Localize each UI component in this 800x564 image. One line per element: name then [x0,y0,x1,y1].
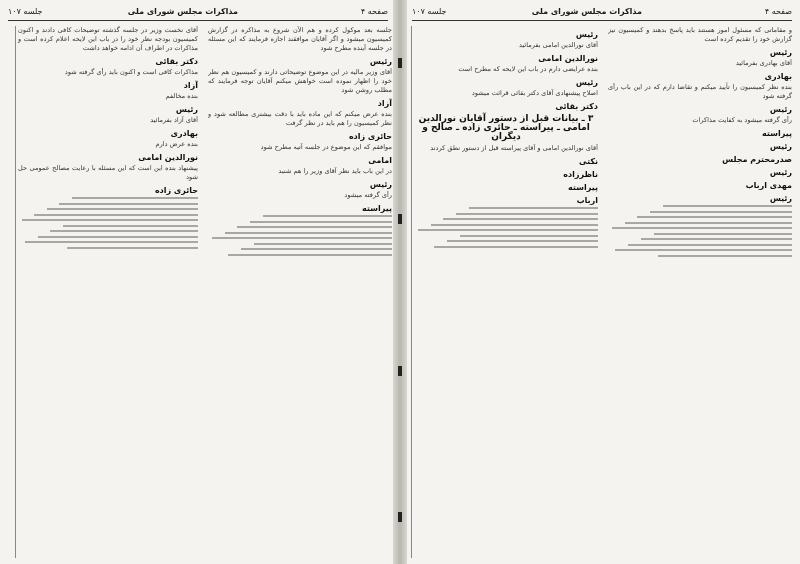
text-line [25,241,198,243]
text-line [615,249,792,251]
text-line [663,205,792,207]
speaker-name: رئیس [575,30,598,39]
right-page-header [412,4,792,21]
text-line [225,232,392,234]
text-line [654,233,792,235]
paragraph: آقای نورالدین امامی و آقای پیراسته قبل از دستور نطق کردند [430,144,598,152]
paragraph: مذاکرات کافی است و اکنون باید رأی گرفته شود [64,68,198,76]
paragraph: رأی گرفته میشود [344,191,392,199]
paragraph: آقای بهادری بفرمائید [735,59,792,67]
paragraph: اصلاح پیشنهادی آقای دکتر بقائی قرائت میشود [471,89,598,97]
speaker-name: بهادری [170,129,198,138]
text-line [67,247,198,249]
text-line [263,215,392,217]
text-line [641,238,792,240]
right-page-column-left [411,26,598,558]
text-line [456,213,598,215]
right-page-column-right [608,26,792,558]
text-line [34,214,198,216]
left-page-column-right [208,26,392,558]
paragraph: بنده عرض میکنم که این ماده باید با دقت بیشتری مطالعه شود و نظر کمیسیون را هم باید در نظر گرفت [208,110,392,127]
speaker-name: رئیس [575,78,598,87]
illegible-text-lines [208,215,392,256]
speaker-name: آزاد [377,99,392,108]
text-line [63,225,198,227]
paragraph: بنده عرض دارم [155,140,198,148]
text-line [628,244,792,246]
paragraph: آقای وزیر مالیه در این موضوع توضیحاتی دارند و کمیسیون هم نظر خود را اظهار نموده است خواهش میکنم آقایان توجه فرمایند که مطلب روشن شود [208,68,392,94]
binding-stitch [398,512,402,522]
speaker-name: نکتی [578,157,598,166]
right-page [400,0,800,564]
paragraph: آقای نخست وزیر در جلسه گذشته توضیحات کافی دادند و اکنون کمیسیون بودجه نظر خود را در باب این لایحه اعلام کرده است و مذاکرات در اطراف آن ادامه خواهد داشت [18,26,198,52]
text-line [212,237,392,239]
speaker-name: امامی [368,156,392,165]
paragraph: آقای نورالدین امامی بفرمائید [518,41,598,49]
text-line [447,240,598,242]
speaker-name: رئیس [369,57,392,66]
binding-stitch [398,366,402,376]
paragraph: آقای آزاد بفرمائید [150,116,198,124]
speaker-name: دکتر بقائی [155,57,198,66]
text-line [443,218,598,220]
left-journal-title: مذاکرات مجلس شورای ملی [127,7,238,16]
illegible-text-lines [18,197,198,249]
right-session-label: جلسه ۱۰۷ [412,7,447,16]
text-line [237,226,392,228]
text-line [460,235,598,237]
text-line [431,224,598,226]
illegible-text-lines [414,207,598,248]
speaker-name: پیراسته [568,183,598,192]
speaker-name: ارباب [576,196,598,205]
text-line [658,255,792,257]
text-line [59,203,198,205]
text-line [418,229,598,231]
speaker-name: رئیس [369,180,392,189]
right-page-number: صفحه ۴ [764,7,792,16]
paragraph: در این باب باید نظر آقای وزیر را هم شنید [278,167,392,175]
paragraph: رأی گرفته میشود به کفایت مذاکرات [692,116,792,124]
speaker-name: رئیس [769,142,792,151]
right-journal-title: مذاکرات مجلس شورای ملی [531,7,642,16]
section-title: ۳ ـ بیانات قبل از دستور آقایان نورالدین امامی ـ پیراسته ـ حائری زاده ـ صالح و دیگران [418,114,594,142]
text-line [228,254,392,256]
speaker-name: آزاد [183,81,198,90]
text-line [250,221,392,223]
binding-stitch [398,58,402,68]
speaker-name: دکتر بقائی [555,102,598,111]
paragraph: بنده عرایضی دارم در باب این لایحه که مطرح است [458,65,598,73]
paragraph: پیشنهاد بنده این است که این مسئله با رعایت مصالح عمومی حل شود [18,164,198,181]
paragraph: موافقم که این موضوع در جلسه آتیه مطرح شود [260,143,392,151]
speaker-name: نورالدین امامی [538,54,598,63]
speaker-name: رئیس [175,105,198,114]
left-page-column-left [15,26,198,558]
left-page-number: صفحه ۴ [360,7,388,16]
left-page-header [8,4,388,21]
speaker-name: مهدی ارباب [745,181,792,190]
speaker-name: ناظرزاده [563,170,598,179]
book-gutter [393,0,407,564]
text-line [612,227,792,229]
speaker-name: رئیس [769,194,792,203]
binding-stitch [398,214,402,224]
illegible-text-lines [608,205,792,257]
text-line [469,207,598,209]
text-line [72,197,198,199]
speaker-name: رئیس [769,105,792,114]
speaker-name: رئیس [769,48,792,57]
speaker-name: حائری زاده [154,186,198,195]
text-line [38,236,198,238]
paragraph: جلسه بعد موکول کرده و هم الآن شروع به مذاکره در گزارش کمیسیون میشود و اگر آقایان موافقند اجازه فرمایند که این مسئله در جلسه آینده مطرح شود [208,26,392,52]
paragraph: بنده نظر کمیسیون را تأیید میکنم و تقاضا دارم که در این باب رأی گرفته شود [608,83,792,100]
speaker-name: حائری زاده [348,132,392,141]
text-line [50,230,198,232]
text-line [434,246,598,248]
text-line [254,243,392,245]
speaker-name: بهادری [764,72,792,81]
text-line [47,208,198,210]
speaker-name: پیراسته [762,129,792,138]
text-line [650,211,792,213]
text-line [241,248,392,250]
text-line [637,216,792,218]
speaker-name: رئیس [769,168,792,177]
paragraph: بنده مخالفم [165,92,198,100]
speaker-name: نورالدین امامی [138,153,198,162]
left-session-label: جلسه ۱۰۷ [8,7,43,16]
speaker-name: صدرمحترم مجلس [722,155,792,164]
text-line [625,222,792,224]
speaker-name: پیراسته [362,204,392,213]
text-line [22,219,198,221]
paragraph: و مقاماتی که مسئول امور هستند باید پاسخ بدهند و کمیسیون نیز گزارش خود را تقدیم کرده است [608,26,792,43]
